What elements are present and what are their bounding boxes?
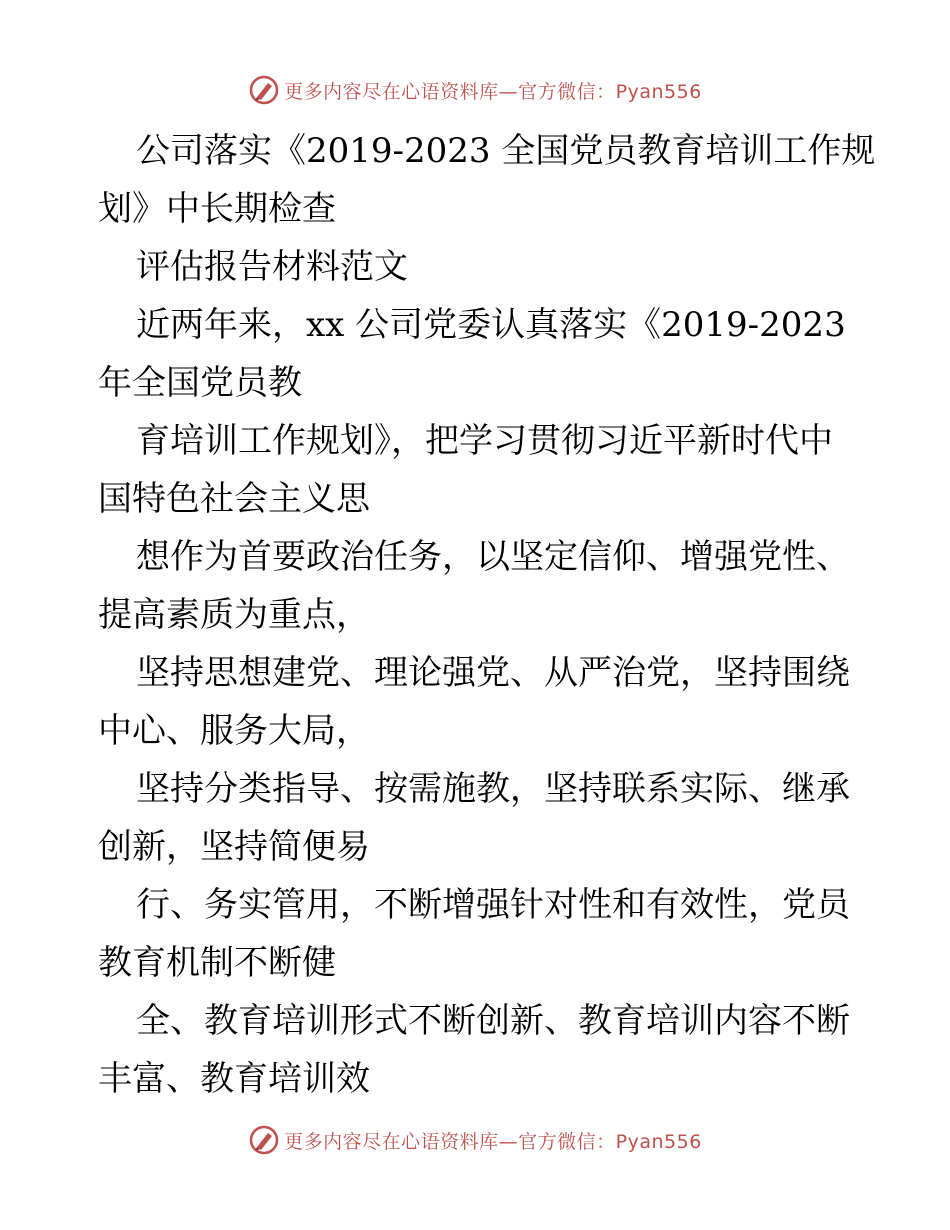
text-line: 全、教育培训形式不断创新、教育培训内容不断 (136, 1001, 850, 1041)
footer-watermark (0, 1122, 950, 1158)
text-line: 评估报告材料范文 (136, 247, 408, 287)
watermark-text: 更多内容尽在心语资料库—官方微信：Pyan556 (284, 1130, 702, 1153)
text-line: 教育机制不断健 (98, 943, 336, 983)
pen-logo-icon (248, 74, 280, 106)
text-line: 中心、服务大局， (98, 711, 370, 751)
text-line: 提高素质为重点， (98, 595, 370, 635)
text-line: 想作为首要政治任务，以坚定信仰、增强党性、 (136, 537, 850, 577)
text-line: 近两年来，xx 公司党委认真落实《2019-2023 (136, 305, 846, 345)
text-line: 育培训工作规划》，把学习贯彻习近平新时代中 (136, 421, 833, 461)
pen-logo-icon (248, 1124, 280, 1156)
text-line: 坚持分类指导、按需施教，坚持联系实际、继承 (136, 769, 850, 809)
text-line: 行、务实管用，不断增强针对性和有效性，党员 (136, 885, 850, 925)
text-line: 坚持思想建党、理论强党、从严治党，坚持围绕 (136, 653, 850, 693)
text-line: 丰富、教育培训效 (98, 1059, 370, 1099)
document-body (98, 122, 876, 1108)
header-watermark (0, 72, 950, 108)
text-line: 公司落实《2019-2023 全国党员教育培训工作规 (136, 131, 876, 171)
text-line: 年全国党员教 (98, 363, 302, 403)
text-line: 划》中长期检查 (98, 189, 336, 229)
text-line: 国特色社会主义思 (98, 479, 370, 519)
watermark-text: 更多内容尽在心语资料库—官方微信：Pyan556 (284, 80, 702, 103)
text-line: 创新，坚持简便易 (98, 827, 370, 867)
